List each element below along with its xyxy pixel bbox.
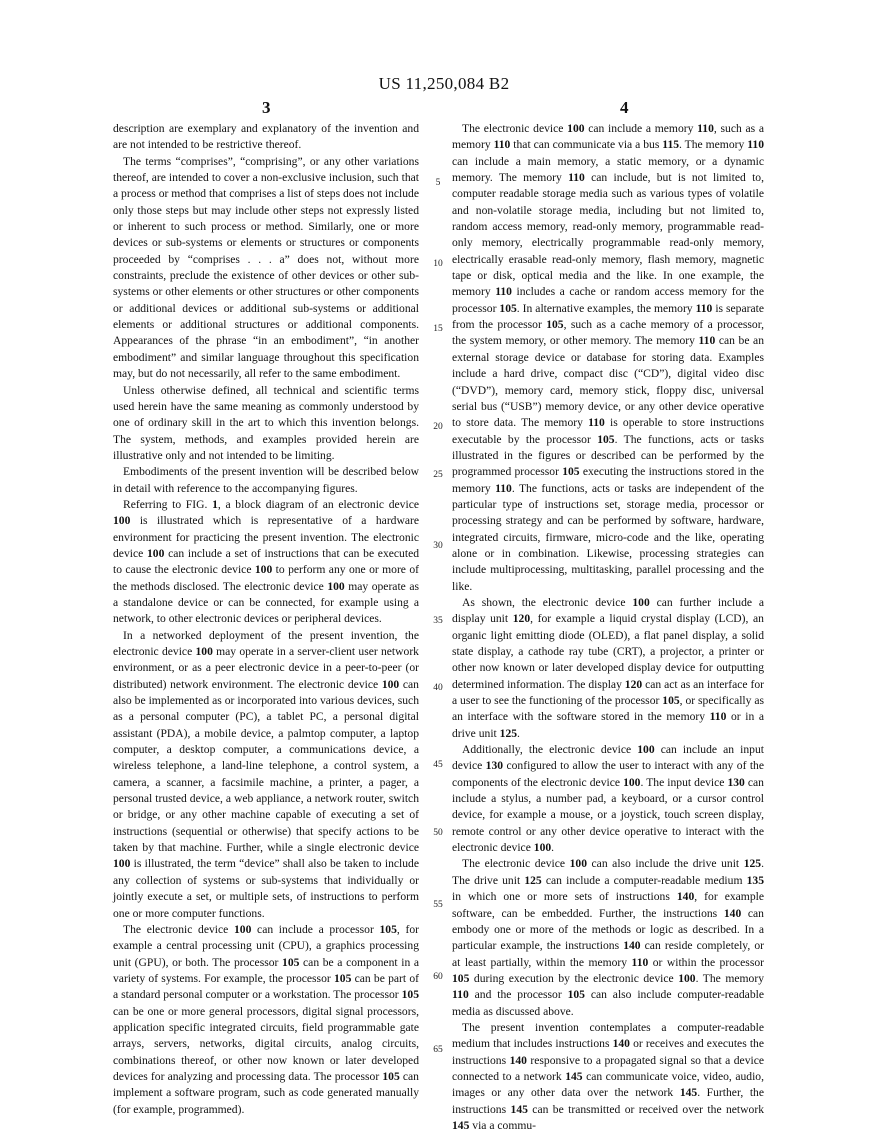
left-page-number: 3 <box>262 98 271 117</box>
line-number: 30 <box>433 541 443 551</box>
line-number: 60 <box>433 972 443 982</box>
line-number: 15 <box>433 324 443 334</box>
line-number: 40 <box>433 683 443 693</box>
paragraph: The electronic device 100 can also include the drive unit 125. The drive unit 125 can include a computer-readable medium 135 in which one or more sets of instructions 140, for example software, can be embedded. Further, the instructions 140 can embody one or more of the methods or logic as described. In a particular example, the instructions 140 can reside completely, or at least partially, within the memory 110 or within the processor 105 during execution by the electronic device 100. The memory 110 and the processor 105 can also include computer-readable media as discussed above. <box>452 857 765 1018</box>
line-number: 45 <box>433 760 443 770</box>
patent-number: US 11,250,084 B2 <box>378 74 510 93</box>
line-number: 20 <box>433 422 443 432</box>
paragraph: Referring to FIG. 1, a block diagram of an electronic device 100 is illustrated which is representative of a hardware environment for practicing the present invention. The electronic device 100 can include a set of instructions that can be executed to cause the electronic device 100 to perform any one or more of the methods disclosed. The electronic device 100 may operate as a standalone device or can be connected, for example using a network, to other electronic devices or peripheral devices. <box>113 497 420 626</box>
paragraph: As shown, the electronic device 100 can further include a display unit 120, for example a liquid crystal display (LCD), an organic light emitting diode (OLED), a flat panel display, a solid state display, a cathode ray tube (CRT), a projector, a printer or other now known or later developed display device for outputting determined information. The display 120 can act as an interface for a user to see the functioning of the processor 105, or specifically as an interface with the software stored in the memory 110 or in a drive unit 125. <box>452 595 765 740</box>
paragraph: Embodiments of the present invention will be described below in detail with reference to the accompanying figures. <box>113 465 419 495</box>
paragraph: The electronic device 100 can include a processor 105, for example a central processing unit (CPU), a graphics processing unit (GPU), or both. The processor 105 can be a component in a variety of systems. For example, the processor 105 can be part of a standard personal computer or a workstation. The processor 105 can be one or more general processors, digital signal processors, application specific integrated circuits, field programmable gate arrays, servers, networks, digital circuits, analog circuits, combinations thereof, or other now known or later developed devices for analyzing and processing data. The processor 105 can implement a software program, such as code generated manually (for example, programmed). <box>113 922 420 1116</box>
line-number: 25 <box>433 470 443 480</box>
paragraph: The terms “comprises”, “comprising”, or any other variations thereof, are intended to cover a non-exclusive inclusion, such that a process or method that comprises a list of steps does not include only those steps but may include other steps not expressly listed or inherent to such process or method. Similarly, one or more devices or sub-systems or elements or structures or components proceeded by “comprises . . . a” does not, without more constraints, preclude the existence of other devices or other sub-systems or other elements or other structures or other components or additional devices or additional sub-systems or additional elements or additional structures or additional components. Appearances of the phrase “in an embodiment”, “in another embodiment” and similar language throughout this specification may, but do not necessarily, all refer to the same embodiment. <box>113 154 419 381</box>
paragraph: In a networked deployment of the present invention, the electronic device 100 may operate in a server-client user network environment, or as a peer electronic device in a peer-to-peer (or distributed) network environment. The electronic device 100 can also be implemented as or incorporated into various devices, such as a personal computer (PC), a tablet PC, a personal digital assistant (PDA), a mobile device, a palmtop computer, a laptop computer, a desktop computer, a communications device, a wireless telephone, a land-line telephone, a control system, a camera, a scanner, a facsimile machine, a printer, a pager, a personal trusted device, a web appliance, a network router, switch or bridge, or any other machine capable of executing a set of instructions (sequential or otherwise) that specify actions to be taken by that machine. Further, while a single electronic device 100 is illustrated, the term “device” shall also be taken to include any collection of systems or sub-systems that individually or jointly execute a set, or multiple sets, of instructions to perform one or more computer functions. <box>113 628 419 920</box>
line-number: 65 <box>433 1045 443 1055</box>
line-number: 10 <box>433 259 443 269</box>
line-number: 35 <box>433 616 443 626</box>
line-number: 50 <box>433 828 443 838</box>
paragraph: The electronic device 100 can include a memory 110, such as a memory 110 that can communicate via a bus 115. The memory 110 can include a main memory, a static memory, or a dynamic memory. The memory 110 can include, but is not limited to, computer readable storage media such as various types of volatile and non-volatile storage media, including but not limited to, random access memory, read-only memory, programmable read-only memory, electrically programmable read-only memory, electrically erasable read-only memory, flash memory, magnetic tape or disk, optical media and the like. In one example, the memory 110 includes a cache or random access memory for the processor 105. In alternative examples, the memory 110 is separate from the processor 105, such as a cache memory of a processor, the system memory, or other memory. The memory 110 can be an external storage device or database for storing data. Examples include a hard drive, compact disc (“CD”), digital video disc (“DVD”), memory card, memory stick, floppy disc, universal serial bus (“USB”) memory device, or any other device operative to store data. The memory 110 is operable to store instructions executable by the processor 105. The functions, acts or tasks illustrated in the figures or described can be performed by the programmed processor 105 executing the instructions stored in the memory 110. The functions, acts or tasks are independent of the particular type of instructions set, storage media, processor or processing strategy and can be performed by software, hardware, integrated circuits, firmware, micro-code and the like, operating alone or in combination. Likewise, processing strategies can include multiprocessing, multitasking, parallel processing and the like. <box>452 122 765 593</box>
paragraph: Additionally, the electronic device 100 can include an input device 130 configured to allow the user to interact with any of the components of the electronic device 100. The input device 130 can include a stylus, a number pad, a keyboard, or a cursor control device, for example a mouse, or a joystick, touch screen display, remote control or any other device operative to interact with the electronic device 100. <box>452 743 764 855</box>
line-number: 5 <box>435 178 441 188</box>
paragraph: description are exemplary and explanatory of the invention and are not intended to be restrictive thereof. <box>113 122 419 152</box>
right-column <box>452 121 764 1134</box>
right-page-number: 4 <box>620 98 629 117</box>
paragraph: The present invention contemplates a computer-readable medium that includes instructions 140 or receives and executes the instructions 140 responsive to a propagated signal so that a device connected to a network 145 can communicate voice, video, audio, images or any other data over the network 145. Further, the instructions 145 can be transmitted or received over the network 145 via a commu- <box>452 1020 764 1132</box>
paragraph: Unless otherwise defined, all technical and scientific terms used herein have the same meaning as commonly understood by one of ordinary skill in the art to which this invention belongs. The system, methods, and examples provided herein are illustrative only and not intended to be limiting. <box>113 383 419 462</box>
left-column <box>113 121 419 1118</box>
line-number: 55 <box>433 900 443 910</box>
